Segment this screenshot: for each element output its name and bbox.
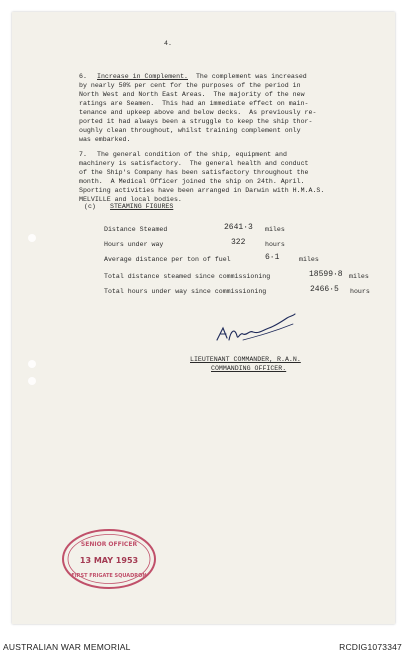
figure-unit: hours: [350, 288, 370, 295]
signature-rank: LIEUTENANT COMMANDER, R.A.N.: [190, 356, 301, 363]
punch-hole: [28, 377, 36, 385]
figure-value: 18599·8: [309, 270, 343, 279]
para6-line: was embarked.: [79, 136, 131, 143]
figure-value: 322: [231, 238, 246, 247]
signature-title: COMMANDING OFFICER.: [211, 365, 287, 372]
handwritten-signature: [213, 310, 303, 350]
footer-record-id: RCDIG1073347: [339, 642, 402, 652]
para6-number: 6.: [79, 73, 87, 80]
para7-line: MELVILLE and local bodies.: [79, 196, 182, 203]
para6-line: North West and North East Areas. The majority of the new: [79, 91, 305, 98]
para7-line: Sporting activities have been arranged in Darwin with H.M.A.S.: [79, 187, 325, 194]
para6-line: ratings are Seamen. This had an immediate effect on main-: [79, 100, 309, 107]
punch-hole: [28, 234, 36, 242]
figure-label: Total distance steamed since commissioning: [104, 273, 271, 280]
figure-value: 2641·3: [224, 223, 253, 232]
section-c-heading: STEAMING FIGURES: [110, 203, 174, 210]
para6-line: tenance and upkeep above and below decks. As previously re-: [79, 109, 317, 116]
figure-label: Average distance per ton of fuel: [104, 256, 231, 263]
figure-unit: miles: [349, 273, 369, 280]
para7-first-line: The general condition of the ship, equipment and: [97, 151, 287, 158]
para6-heading-text: Increase in Complement.: [97, 73, 189, 80]
para6-line: ported it had always been a struggle to keep the ship thor-: [79, 118, 313, 125]
figure-unit: hours: [265, 241, 285, 248]
figure-value: 6·1: [265, 253, 280, 262]
section-c-label: (c): [84, 203, 96, 210]
stamp-date: 13 MAY 1953: [79, 556, 139, 565]
figure-label: Total hours under way since commissioning: [104, 288, 267, 295]
page-number: 4.: [164, 40, 172, 47]
para7-line: of the Ship's Company has been satisfactory throughout the: [79, 169, 309, 176]
para7-number: 7.: [79, 151, 87, 158]
stamp-bottom: FIRST FRIGATE SQUADRON: [71, 573, 147, 579]
para7-line: machinery is satisfactory. The general health and conduct: [79, 160, 309, 167]
figure-unit: miles: [299, 256, 319, 263]
figure-value: 2466·5: [310, 285, 339, 294]
figure-label: Hours under way: [104, 241, 164, 248]
para7-line: month. A Medical Officer joined the ship on 24th. April.: [79, 178, 305, 185]
para6-line: by nearly 50% per cent for the purposes of the period in: [79, 82, 301, 89]
stamp-top: SENIOR OFFICER: [80, 541, 138, 548]
para6-line: oughly clean throughout, whilst training complement only: [79, 127, 301, 134]
figure-label: Distance Steamed: [104, 226, 168, 233]
figure-unit: miles: [265, 226, 285, 233]
para6-heading: [97, 72, 307, 81]
senior-officer-stamp: [60, 527, 158, 591]
para6-first-line: The complement was increased: [195, 73, 307, 80]
footer-archive-name: AUSTRALIAN WAR MEMORIAL: [3, 642, 131, 652]
punch-hole: [28, 360, 36, 368]
